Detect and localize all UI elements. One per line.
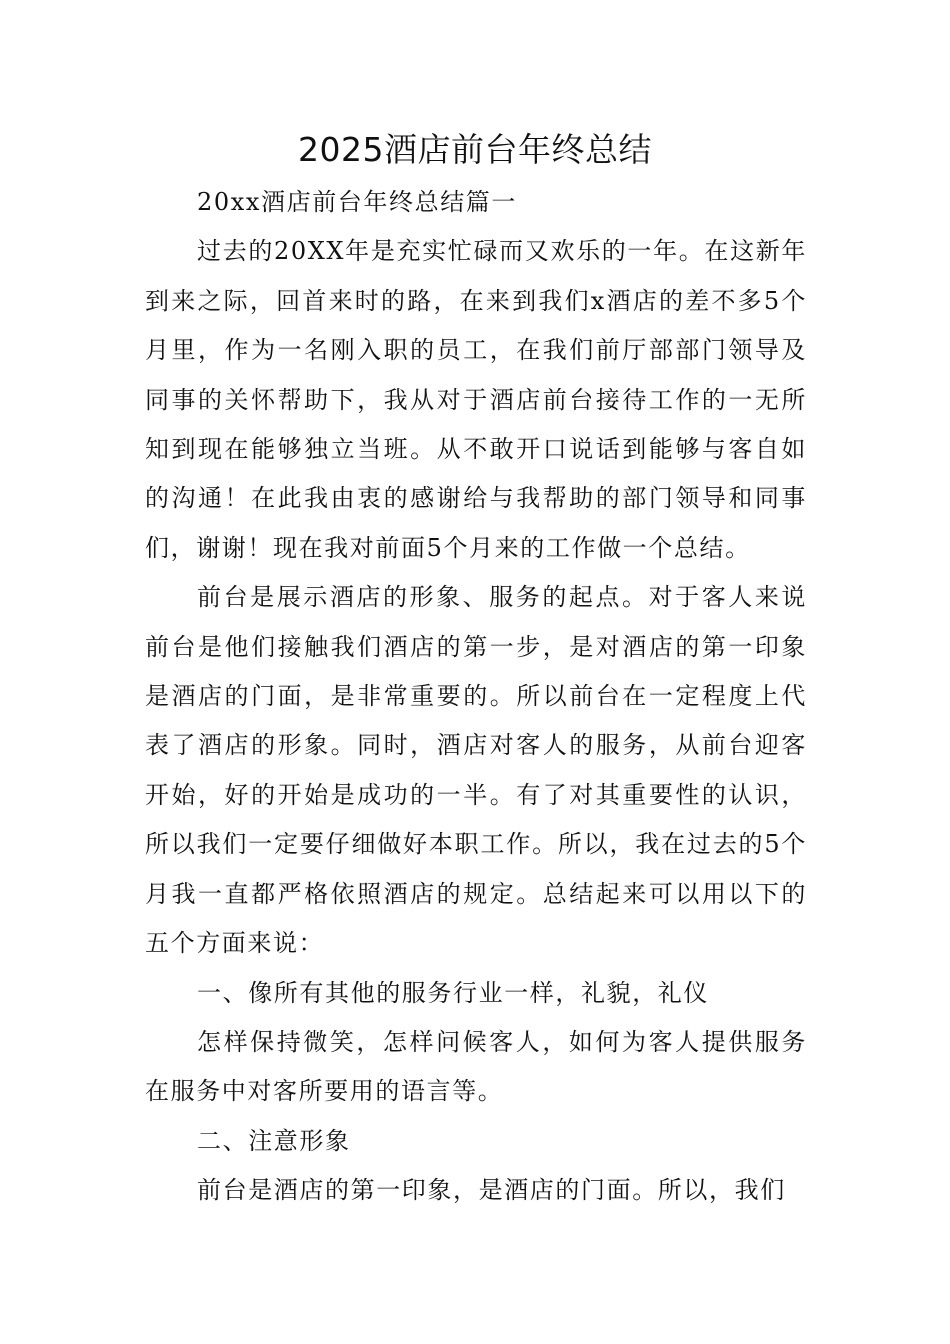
paragraph-point-one-heading: 一、像所有其他的服务行业一样，礼貌，礼仪 bbox=[197, 978, 709, 1007]
paragraph-point-two-heading: 二、注意形象 bbox=[197, 1126, 351, 1155]
paragraph-point-two-body: 前台是酒店的第一印象，是酒店的门面。所以，我们 bbox=[197, 1176, 786, 1205]
document-title: 2025酒店前台年终总结 bbox=[298, 130, 652, 169]
paragraph-point-one-body: 怎样保持微笑，怎样问候客人，如何为客人提供服务在服务中对客所要用的语言等。 bbox=[145, 1027, 807, 1106]
paragraph-section-heading: 20xx酒店前台年终总结篇一 bbox=[197, 188, 518, 216]
paragraph-front-desk-role: 前台是展示酒店的形象、服务的起点。对于客人来说前台是他们接触我们酒店的第一步，是对酒店的第一印象是酒店的门面，是非常重要的。所以前台在一定程度上代表了酒店的形象。同时，酒店对客人的服务，从前台迎客开始，好的开始是成功的一半。有了对其重要性的认识，所以我们一定要仔细做好本职工作。所以，我在过去的5个月我一直都严格依照酒店的规定。总结起来可以用以下的五个方面来说： bbox=[145, 583, 807, 958]
paragraph-intro: 过去的20XX年是充实忙碌而又欢乐的一年。在这新年到来之际，回首来时的路，在来到我们x酒店的差不多5个月里，作为一名刚入职的员工，在我们前厅部部门领导及同事的关怀帮助下，我从对于酒店前台接待工作的一无所知到现在能够独立当班。从不敢开口说话到能够与客自如的沟通！在此我由衷的感谢给与我帮助的部门领导和同事们，谢谢！现在我对前面5个月来的工作做一个总结。 bbox=[145, 237, 807, 562]
document-body bbox=[145, 178, 807, 1216]
